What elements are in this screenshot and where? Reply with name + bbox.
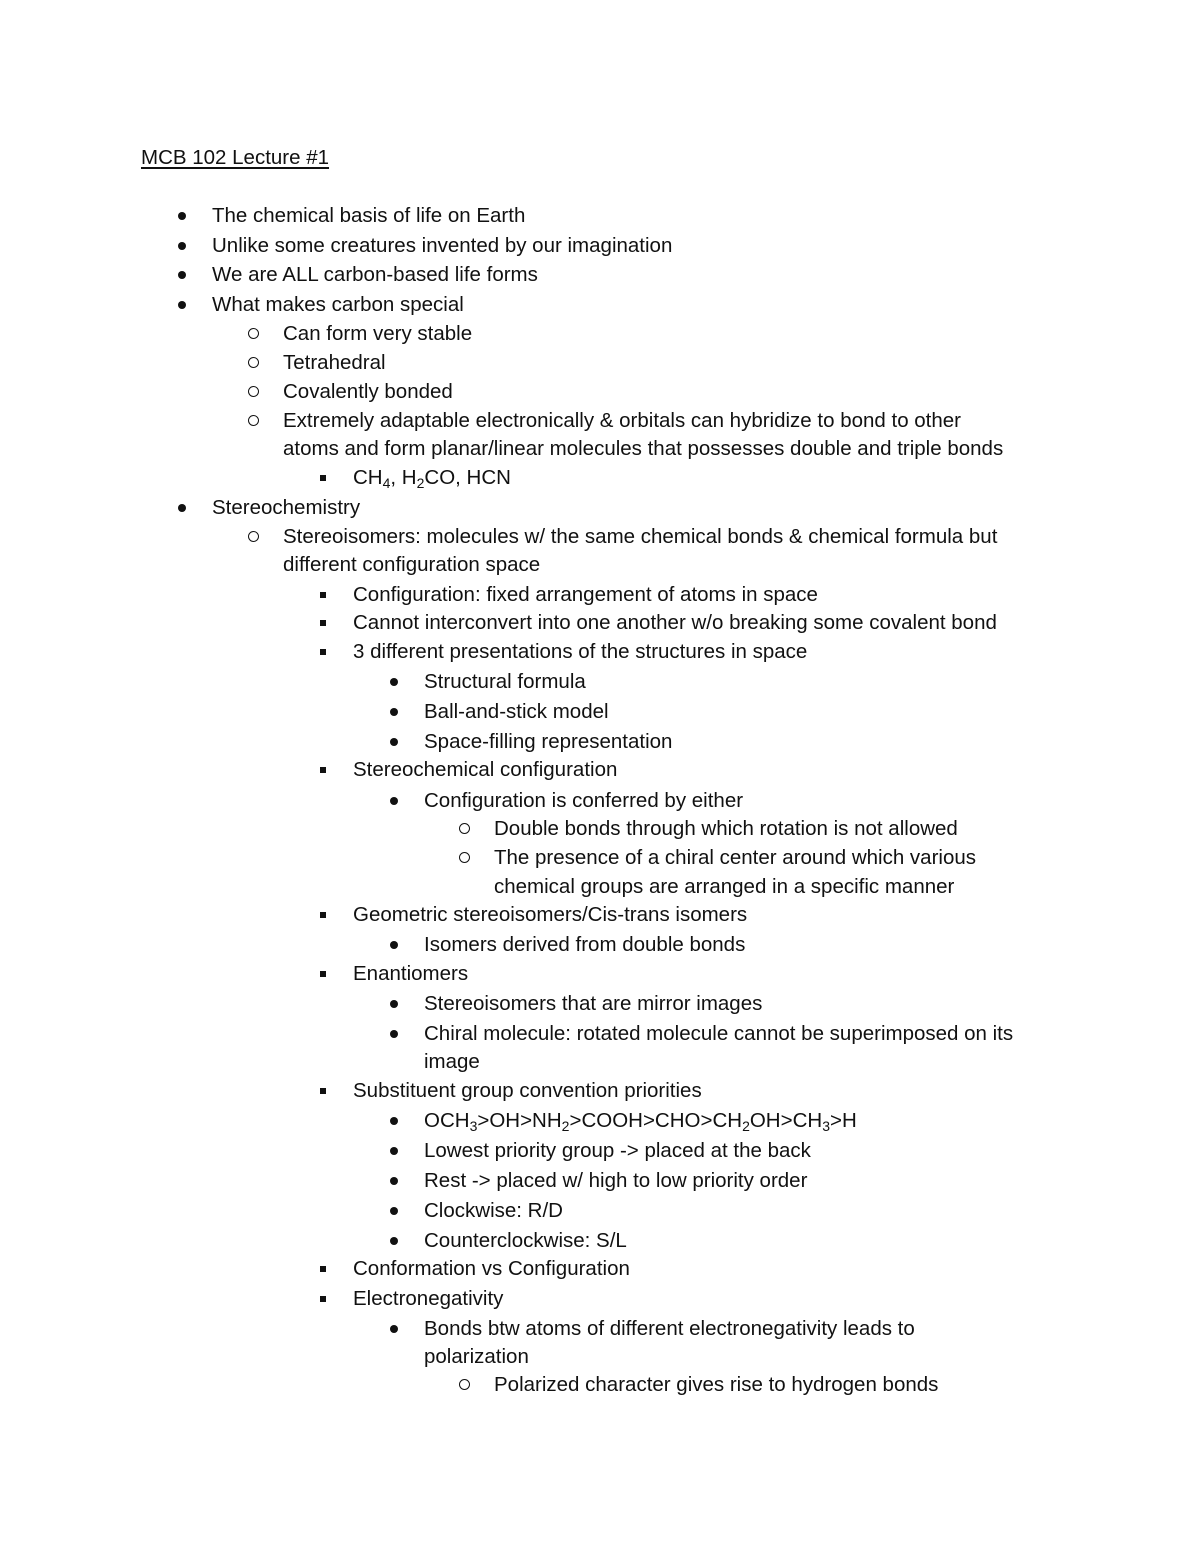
list-item: Tetrahedral bbox=[283, 351, 386, 374]
bullet-disc-icon bbox=[384, 1314, 404, 1343]
list-item: Can form very stable bbox=[283, 322, 473, 345]
bullet-circle-icon bbox=[243, 522, 263, 551]
bullet-disc-icon bbox=[384, 667, 404, 696]
list-item: Counterclockwise: S/L bbox=[424, 1229, 627, 1252]
bullet-disc-icon bbox=[172, 493, 192, 522]
list-item: Isomers derived from double bonds bbox=[424, 933, 746, 956]
formula-text: OCH bbox=[424, 1109, 470, 1132]
formula-text: >OH>NH bbox=[477, 1109, 562, 1132]
bullet-square-icon bbox=[313, 608, 333, 637]
bullet-circle-icon bbox=[243, 377, 263, 406]
list-item: Stereochemistry bbox=[212, 496, 361, 519]
list-item: Space-filling representation bbox=[424, 730, 673, 753]
list-item: Polarized character gives rise to hydrogen bonds bbox=[494, 1373, 939, 1396]
bullet-disc-icon bbox=[384, 1226, 404, 1255]
bullet-square-icon bbox=[313, 580, 333, 609]
subscript: 3 bbox=[822, 1118, 830, 1134]
bullet-square-icon bbox=[313, 755, 333, 784]
list-item: Ball-and-stick model bbox=[424, 700, 609, 723]
bullet-disc-icon bbox=[384, 1196, 404, 1225]
list-item: The presence of a chiral center around which various bbox=[494, 846, 977, 869]
list-item: Rest -> placed w/ high to low priority order bbox=[424, 1169, 808, 1192]
bullet-disc-icon bbox=[384, 1136, 404, 1165]
list-item: Chiral molecule: rotated molecule cannot be superimposed on its bbox=[424, 1022, 1014, 1045]
bullet-square-icon bbox=[313, 1284, 333, 1313]
bullet-square-icon bbox=[313, 1254, 333, 1283]
list-item: Substituent group convention priorities bbox=[353, 1079, 702, 1102]
bullet-square-icon bbox=[313, 959, 333, 988]
formula-text: CH bbox=[353, 466, 383, 489]
list-item: Geometric stereoisomers/Cis-trans isomers bbox=[353, 903, 748, 926]
list-item: The chemical basis of life on Earth bbox=[212, 204, 526, 227]
list-item: 3 different presentations of the structures in space bbox=[353, 640, 808, 663]
bullet-disc-icon bbox=[172, 231, 192, 260]
list-item: Covalently bonded bbox=[283, 380, 453, 403]
list-item: Electronegativity bbox=[353, 1287, 504, 1310]
bullet-disc-icon bbox=[384, 1166, 404, 1195]
bullet-disc-icon bbox=[384, 697, 404, 726]
list-item: Structural formula bbox=[424, 670, 586, 693]
list-item: What makes carbon special bbox=[212, 293, 464, 316]
bullet-square-icon bbox=[313, 900, 333, 929]
formula-text: CO, HCN bbox=[424, 466, 511, 489]
bullet-circle-icon bbox=[243, 319, 263, 348]
list-item: Bonds btw atoms of different electronegativity leads to bbox=[424, 1317, 915, 1340]
list-item: Stereoisomers that are mirror images bbox=[424, 992, 763, 1015]
bullet-disc-icon bbox=[384, 930, 404, 959]
formula-text: OH>CH bbox=[749, 1109, 823, 1132]
subscript: 4 bbox=[382, 475, 391, 491]
bullet-disc-icon bbox=[384, 1019, 404, 1048]
subscript: 2 bbox=[561, 1118, 570, 1134]
formula-line bbox=[353, 463, 511, 492]
list-item: Cannot interconvert into one another w/o breaking some covalent bond bbox=[353, 611, 997, 634]
priority-formula bbox=[424, 1106, 857, 1135]
list-item: Configuration is conferred by either bbox=[424, 789, 744, 812]
bullet-square-icon bbox=[313, 637, 333, 666]
bullet-square-icon bbox=[313, 463, 333, 492]
document-title: MCB 102 Lecture #1 bbox=[141, 146, 330, 169]
bullet-disc-icon bbox=[172, 201, 192, 230]
list-item: Stereoisomers: molecules w/ the same chemical bonds & chemical formula but bbox=[283, 525, 998, 548]
bullet-disc-icon bbox=[384, 786, 404, 815]
bullet-disc-icon bbox=[384, 1106, 404, 1135]
list-item: We are ALL carbon-based life forms bbox=[212, 263, 538, 286]
list-item-continuation: image bbox=[424, 1050, 480, 1073]
bullet-circle-icon bbox=[243, 348, 263, 377]
formula-text: >COOH>CHO>CH bbox=[569, 1109, 743, 1132]
list-item-continuation: different configuration space bbox=[283, 553, 541, 576]
list-item: Configuration: fixed arrangement of atoms in space bbox=[353, 583, 818, 606]
list-item: Lowest priority group -> placed at the back bbox=[424, 1139, 811, 1162]
list-item: Clockwise: R/D bbox=[424, 1199, 563, 1222]
bullet-disc-icon bbox=[172, 290, 192, 319]
list-item: Enantiomers bbox=[353, 962, 469, 985]
subscript: 3 bbox=[469, 1118, 478, 1134]
bullet-disc-icon bbox=[172, 260, 192, 289]
list-item: Stereochemical configuration bbox=[353, 758, 618, 781]
bullet-circle-icon bbox=[243, 406, 263, 435]
subscript: 2 bbox=[416, 475, 425, 491]
list-item-continuation: chemical groups are arranged in a specific manner bbox=[494, 875, 955, 898]
bullet-disc-icon bbox=[384, 989, 404, 1018]
formula-text: , H bbox=[390, 466, 417, 489]
bullet-circle-icon bbox=[454, 843, 474, 872]
bullet-disc-icon bbox=[384, 727, 404, 756]
list-item: Extremely adaptable electronically & orbitals can hybridize to bond to other bbox=[283, 409, 962, 432]
list-item-continuation: polarization bbox=[424, 1345, 529, 1368]
list-item: Double bonds through which rotation is not allowed bbox=[494, 817, 958, 840]
formula-text: >H bbox=[830, 1109, 857, 1132]
bullet-circle-icon bbox=[454, 1370, 474, 1399]
bullet-square-icon bbox=[313, 1076, 333, 1105]
subscript: 2 bbox=[742, 1118, 750, 1134]
list-item: Unlike some creatures invented by our imagination bbox=[212, 234, 673, 257]
bullet-circle-icon bbox=[454, 814, 474, 843]
list-item-continuation: atoms and form planar/linear molecules that possesses double and triple bonds bbox=[283, 437, 1004, 460]
list-item: Conformation vs Configuration bbox=[353, 1257, 630, 1280]
